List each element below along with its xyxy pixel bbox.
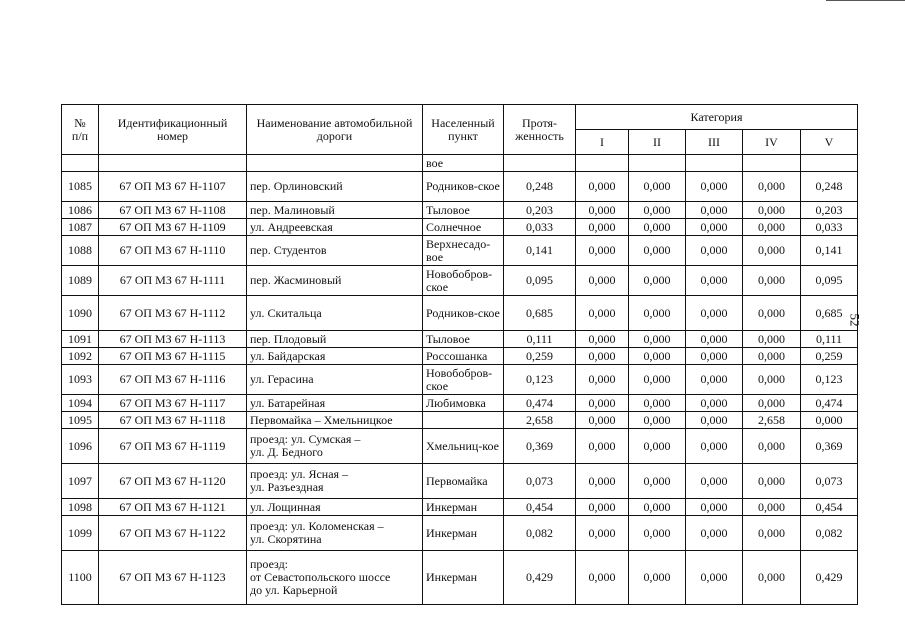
cat-1-value: 0,000	[576, 202, 629, 219]
road-name: ул. Батарейная	[247, 395, 423, 412]
cat-5-value: 0,095	[801, 266, 858, 296]
cat-4-value: 0,000	[743, 296, 801, 331]
row-number: 1099	[62, 516, 99, 551]
cat-5-value: 0,203	[801, 202, 858, 219]
road-id: 67 ОП МЗ 67 Н-1110	[99, 236, 247, 266]
table-row	[62, 551, 858, 605]
header-cat-4: IV	[743, 130, 801, 155]
header-road-name: Наименование автомобильной дороги	[247, 105, 423, 155]
road-name: проезд: от Севастопольского шоссе до ул. Карьерной	[247, 551, 423, 605]
settlement	[423, 412, 504, 429]
road-length: 0,203	[504, 202, 576, 219]
road-name: пер. Плодовый	[247, 331, 423, 348]
road-name: пер. Жасминовый	[247, 266, 423, 296]
cat-1-value: 0,000	[576, 172, 629, 202]
road-id: 67 ОП МЗ 67 Н-1123	[99, 551, 247, 605]
cat-4-value: 0,000	[743, 395, 801, 412]
cat-2-value: 0,000	[629, 429, 686, 464]
road-length: 0,454	[504, 499, 576, 516]
cat-2-value: 0,000	[629, 395, 686, 412]
cat-2-value: 0,000	[629, 412, 686, 429]
settlement: Верхнесадо-вое	[423, 236, 504, 266]
cat-5-value: 0,111	[801, 331, 858, 348]
cat-3-value: 0,000	[686, 331, 743, 348]
row-number: 1092	[62, 348, 99, 365]
cat-5-value: 0,474	[801, 395, 858, 412]
cat-3-value: 0,000	[686, 499, 743, 516]
road-id: 67 ОП МЗ 67 Н-1112	[99, 296, 247, 331]
road-length: 0,248	[504, 172, 576, 202]
cat-1-value: 0,000	[576, 365, 629, 395]
cat-4-value: 0,000	[743, 236, 801, 266]
page-number: 52	[847, 313, 863, 327]
row-number: 1086	[62, 202, 99, 219]
table-row	[62, 464, 858, 499]
road-name: проезд: ул. Ясная – ул. Разъездная	[247, 464, 423, 499]
row-number: 1100	[62, 551, 99, 605]
cat-4-value: 0,000	[743, 331, 801, 348]
cat-1-value: 0,000	[576, 551, 629, 605]
table-row	[62, 172, 858, 202]
road-name: ул. Скитальца	[247, 296, 423, 331]
table-row	[62, 395, 858, 412]
cat-1-value: 0,000	[576, 331, 629, 348]
row-number: 1098	[62, 499, 99, 516]
road-id: 67 ОП МЗ 67 Н-1111	[99, 266, 247, 296]
cat-3-value: 0,000	[686, 236, 743, 266]
settlement: Инкерман	[423, 516, 504, 551]
row-number: 1097	[62, 464, 99, 499]
cat-5-value: 0,259	[801, 348, 858, 365]
page-corner-line	[826, 0, 905, 1]
cat-3-value: 0,000	[686, 202, 743, 219]
cat-3-value: 0,000	[686, 266, 743, 296]
cat-3-value: 0,000	[686, 395, 743, 412]
road-length: 0,073	[504, 464, 576, 499]
road-id: 67 ОП МЗ 67 Н-1119	[99, 429, 247, 464]
cat-4-value: 0,000	[743, 464, 801, 499]
row-number: 1095	[62, 412, 99, 429]
cat-2-value: 0,000	[629, 516, 686, 551]
header-id: Идентификационный номер	[99, 105, 247, 155]
cat-3-value: 0,000	[686, 464, 743, 499]
header-filler	[801, 155, 858, 172]
road-name: пер. Малиновый	[247, 202, 423, 219]
cat-1-value: 0,000	[576, 219, 629, 236]
settlement: Родников-ское	[423, 296, 504, 331]
cat-2-value: 0,000	[629, 202, 686, 219]
cat-3-value: 0,000	[686, 516, 743, 551]
road-name: пер. Студентов	[247, 236, 423, 266]
cat-4-value: 2,658	[743, 412, 801, 429]
road-name: Первомайка – Хмельницкое	[247, 412, 423, 429]
road-length: 0,123	[504, 365, 576, 395]
cat-5-value: 0,685	[801, 296, 858, 331]
row-number: 1088	[62, 236, 99, 266]
cat-2-value: 0,000	[629, 219, 686, 236]
header-filler	[743, 155, 801, 172]
road-name: ул. Герасина	[247, 365, 423, 395]
road-id: 67 ОП МЗ 67 Н-1116	[99, 365, 247, 395]
header-settlement: Населенный пункт	[423, 105, 504, 155]
cat-5-value: 0,248	[801, 172, 858, 202]
road-length: 0,259	[504, 348, 576, 365]
table-row	[62, 219, 858, 236]
road-id: 67 ОП МЗ 67 Н-1113	[99, 331, 247, 348]
cat-2-value: 0,000	[629, 331, 686, 348]
cat-3-value: 0,000	[686, 365, 743, 395]
cat-2-value: 0,000	[629, 236, 686, 266]
table-row	[62, 202, 858, 219]
settlement: Инкерман	[423, 499, 504, 516]
cat-1-value: 0,000	[576, 348, 629, 365]
road-name: ул. Лощинная	[247, 499, 423, 516]
cat-3-value: 0,000	[686, 551, 743, 605]
header-filler	[99, 155, 247, 172]
header-filler	[62, 155, 99, 172]
header-settlement-tail: вое	[423, 155, 504, 172]
header-filler	[247, 155, 423, 172]
header-num: № п/п	[62, 105, 99, 155]
cat-1-value: 0,000	[576, 429, 629, 464]
row-number: 1087	[62, 219, 99, 236]
road-name: ул. Байдарская	[247, 348, 423, 365]
table-row	[62, 266, 858, 296]
road-id: 67 ОП МЗ 67 Н-1117	[99, 395, 247, 412]
cat-3-value: 0,000	[686, 296, 743, 331]
cat-5-value: 0,369	[801, 429, 858, 464]
road-id: 67 ОП МЗ 67 Н-1120	[99, 464, 247, 499]
road-id: 67 ОП МЗ 67 Н-1108	[99, 202, 247, 219]
road-length: 0,369	[504, 429, 576, 464]
cat-4-value: 0,000	[743, 219, 801, 236]
settlement: Новобобров-ское	[423, 266, 504, 296]
settlement: Инкерман	[423, 551, 504, 605]
header-cat-5: V	[801, 130, 858, 155]
cat-1-value: 0,000	[576, 236, 629, 266]
cat-5-value: 0,033	[801, 219, 858, 236]
cat-4-value: 0,000	[743, 516, 801, 551]
settlement: Тыловое	[423, 331, 504, 348]
road-id: 67 ОП МЗ 67 Н-1115	[99, 348, 247, 365]
cat-4-value: 0,000	[743, 365, 801, 395]
road-length: 0,429	[504, 551, 576, 605]
header-length: Протя-женность	[504, 105, 576, 155]
cat-1-value: 0,000	[576, 499, 629, 516]
cat-4-value: 0,000	[743, 499, 801, 516]
cat-5-value: 0,141	[801, 236, 858, 266]
settlement: Тыловое	[423, 202, 504, 219]
cat-5-value: 0,454	[801, 499, 858, 516]
table-row	[62, 348, 858, 365]
row-number: 1093	[62, 365, 99, 395]
cat-2-value: 0,000	[629, 365, 686, 395]
cat-2-value: 0,000	[629, 348, 686, 365]
table-row	[62, 429, 858, 464]
header-cat-3: III	[686, 130, 743, 155]
road-id: 67 ОП МЗ 67 Н-1121	[99, 499, 247, 516]
row-number: 1091	[62, 331, 99, 348]
table-row	[62, 499, 858, 516]
cat-3-value: 0,000	[686, 172, 743, 202]
settlement: Любимовка	[423, 395, 504, 412]
table-row	[62, 412, 858, 429]
cat-1-value: 0,000	[576, 395, 629, 412]
table-row	[62, 365, 858, 395]
cat-4-value: 0,000	[743, 348, 801, 365]
cat-1-value: 0,000	[576, 516, 629, 551]
cat-2-value: 0,000	[629, 172, 686, 202]
road-registry-table	[61, 104, 858, 605]
road-length: 2,658	[504, 412, 576, 429]
road-name: пер. Орлиновский	[247, 172, 423, 202]
cat-2-value: 0,000	[629, 266, 686, 296]
row-number: 1085	[62, 172, 99, 202]
row-number: 1089	[62, 266, 99, 296]
header-filler	[686, 155, 743, 172]
cat-3-value: 0,000	[686, 348, 743, 365]
row-number: 1090	[62, 296, 99, 331]
settlement: Первомайка	[423, 464, 504, 499]
road-length: 0,111	[504, 331, 576, 348]
table-row	[62, 296, 858, 331]
road-id: 67 ОП МЗ 67 Н-1107	[99, 172, 247, 202]
cat-4-value: 0,000	[743, 266, 801, 296]
table-row	[62, 331, 858, 348]
row-number: 1096	[62, 429, 99, 464]
road-name: проезд: ул. Коломенская – ул. Скорятина	[247, 516, 423, 551]
cat-4-value: 0,000	[743, 202, 801, 219]
cat-2-value: 0,000	[629, 499, 686, 516]
road-name: проезд: ул. Сумская – ул. Д. Бедного	[247, 429, 423, 464]
settlement: Хмельниц-кое	[423, 429, 504, 464]
header-filler	[576, 155, 629, 172]
cat-2-value: 0,000	[629, 296, 686, 331]
road-length: 0,474	[504, 395, 576, 412]
settlement: Новобобров-ское	[423, 365, 504, 395]
road-id: 67 ОП МЗ 67 Н-1122	[99, 516, 247, 551]
cat-3-value: 0,000	[686, 219, 743, 236]
header-cat-1: I	[576, 130, 629, 155]
header-category: Категория	[576, 105, 858, 130]
table-body	[62, 172, 858, 605]
cat-2-value: 0,000	[629, 464, 686, 499]
settlement: Солнечное	[423, 219, 504, 236]
cat-1-value: 0,000	[576, 464, 629, 499]
cat-1-value: 0,000	[576, 266, 629, 296]
cat-1-value: 0,000	[576, 412, 629, 429]
table-row	[62, 236, 858, 266]
cat-5-value: 0,429	[801, 551, 858, 605]
cat-3-value: 0,000	[686, 412, 743, 429]
cat-4-value: 0,000	[743, 172, 801, 202]
cat-4-value: 0,000	[743, 429, 801, 464]
header-cat-2: II	[629, 130, 686, 155]
road-id: 67 ОП МЗ 67 Н-1118	[99, 412, 247, 429]
row-number: 1094	[62, 395, 99, 412]
cat-5-value: 0,082	[801, 516, 858, 551]
cat-1-value: 0,000	[576, 296, 629, 331]
road-id: 67 ОП МЗ 67 Н-1109	[99, 219, 247, 236]
settlement: Родников-ское	[423, 172, 504, 202]
cat-2-value: 0,000	[629, 551, 686, 605]
road-length: 0,685	[504, 296, 576, 331]
cat-5-value: 0,073	[801, 464, 858, 499]
road-length: 0,082	[504, 516, 576, 551]
cat-4-value: 0,000	[743, 551, 801, 605]
settlement: Россошанка	[423, 348, 504, 365]
road-length: 0,141	[504, 236, 576, 266]
header-filler	[629, 155, 686, 172]
road-length: 0,033	[504, 219, 576, 236]
road-name: ул. Андреевская	[247, 219, 423, 236]
road-length: 0,095	[504, 266, 576, 296]
cat-5-value: 0,000	[801, 412, 858, 429]
header-filler	[504, 155, 576, 172]
table-row	[62, 516, 858, 551]
cat-5-value: 0,123	[801, 365, 858, 395]
cat-3-value: 0,000	[686, 429, 743, 464]
